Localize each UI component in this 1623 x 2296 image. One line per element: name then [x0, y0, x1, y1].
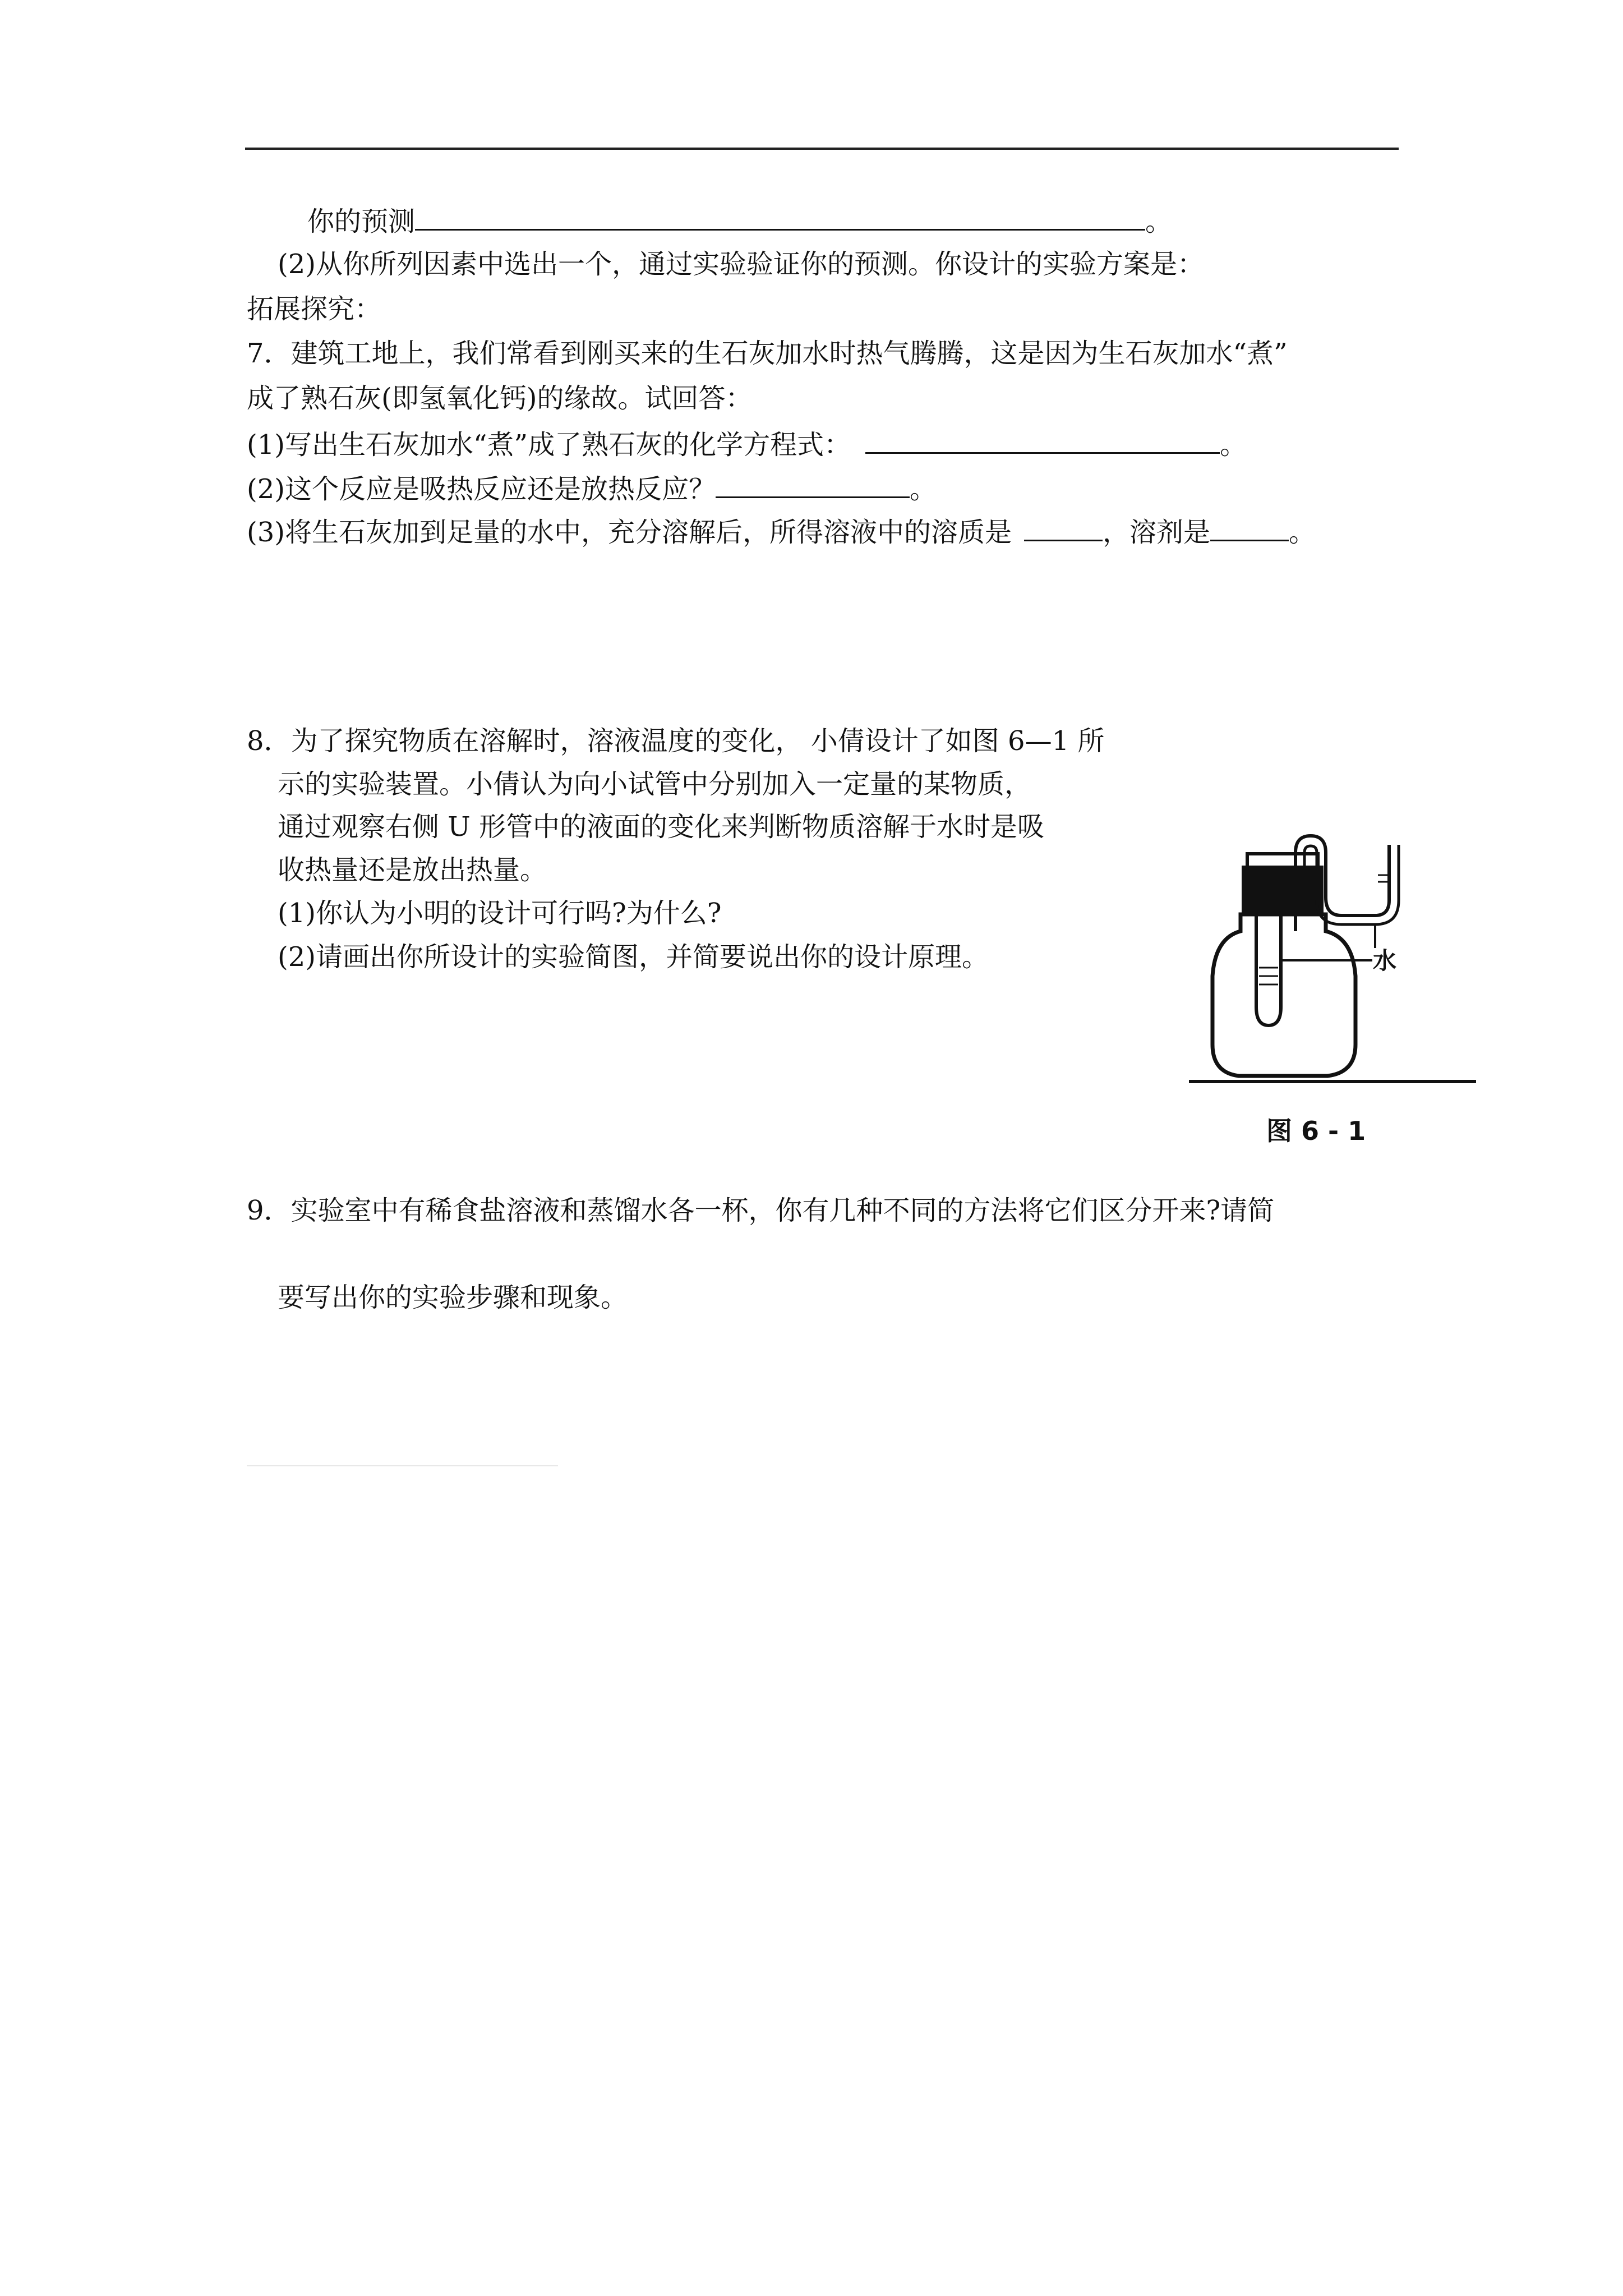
q7-solvent-blank[interactable]	[1210, 513, 1289, 541]
q7-part1-line	[247, 425, 1247, 462]
q8-line4: 收热量还是放出热量。	[278, 854, 547, 886]
q7-part1-label: (1)写出生石灰加水“煮”成了熟石灰的化学方程式：	[247, 429, 851, 461]
q7-part3-mid: ，溶剂是	[1103, 517, 1211, 548]
q6-part2: (2)从你所列因素中选出一个，通过实验验证你的预测。你设计的实验方案是：	[278, 249, 1204, 280]
q8-line3: 通过观察右侧 U 形管中的液面的变化来判断物质溶解于水时是吸	[278, 811, 1044, 843]
q7-part1-blank[interactable]	[865, 425, 1220, 454]
q6-prediction-end: 。	[1145, 206, 1173, 237]
q8-part2: (2)请画出你所设计的实验简图，并简要说出你的设计原理。	[278, 941, 989, 973]
q9-line2: 要写出你的实验步骤和现象。	[278, 1282, 628, 1313]
header-rule	[245, 148, 1399, 150]
flask-body	[1212, 914, 1355, 1076]
q6-prediction-label: 你的预测	[307, 206, 416, 237]
apparatus-figure	[1184, 813, 1476, 1161]
q7-part2-blank[interactable]	[716, 470, 910, 498]
q7-part2-line	[247, 470, 937, 506]
q7-part3-line	[247, 513, 1316, 549]
q9-line1: 9．实验室中有稀食盐溶液和蒸馏水各一杯，你有几种不同的方法将它们区分开来?请简	[247, 1195, 1275, 1226]
q6-prediction-blank[interactable]	[415, 202, 1145, 231]
q7-stem-line2: 成了熟石灰(即氢氧化钙)的缘故。试回答：	[247, 383, 753, 414]
q7-part1-end: 。	[1220, 429, 1247, 461]
q7-part3-label: (3)将生石灰加到足量的水中，充分溶解后，所得溶液中的溶质是	[247, 517, 1012, 548]
q8-line2: 示的实验装置。小倩认为向小试管中分别加入一定量的某物质，	[278, 769, 1032, 800]
q8-part1: (1)你认为小明的设计可行吗?为什么?	[278, 898, 722, 929]
figure-caption: 图 6 - 1	[1266, 1116, 1366, 1146]
figure-label-water: 水	[1373, 947, 1397, 974]
faint-rule	[247, 1465, 558, 1466]
q7-part2-end: 。	[910, 473, 937, 505]
section-title: 拓展探究：	[247, 293, 382, 325]
q7-part2-label: (2)这个反应是吸热反应还是放热反应？	[247, 473, 716, 505]
q7-solute-blank[interactable]	[1024, 513, 1103, 541]
q7-part3-end: 。	[1289, 517, 1316, 548]
q8-line1: 8．为了探究物质在溶解时，溶液温度的变化， 小倩设计了如图 6—1 所	[247, 725, 1105, 757]
q6-prediction-line	[307, 202, 1172, 238]
q7-stem-line1: 7．建筑工地上，我们常看到刚买来的生石灰加水时热气腾腾，这是因为生石灰加水“煮”	[247, 338, 1288, 369]
